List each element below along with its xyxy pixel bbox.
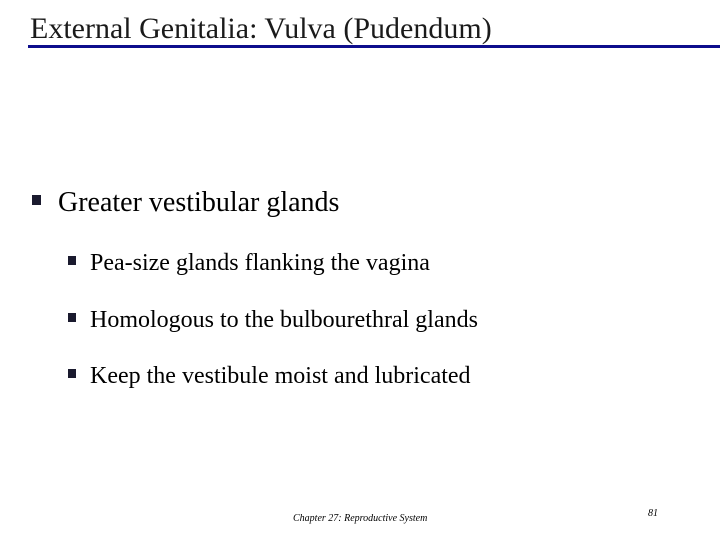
page-number: 81 [648,508,658,519]
title-underline [28,45,720,48]
sub-bullet-text: Homologous to the bulbourethral glands [90,307,478,333]
square-bullet-icon [32,195,41,205]
square-bullet-icon [68,313,76,322]
slide-title: External Genitalia: Vulva (Pudendum) [30,12,492,45]
bullet-item [32,185,339,221]
sub-bullet-item [68,305,478,335]
sub-bullet-item [68,361,471,391]
square-bullet-icon [68,369,76,378]
bullet-text: Greater vestibular glands [58,187,340,218]
sub-bullet-text: Pea-size glands flanking the vagina [90,250,430,276]
footer-chapter: Chapter 27: Reproductive System [293,513,428,524]
sub-bullet-item [68,248,430,278]
sub-bullet-text: Keep the vestibule moist and lubricated [90,363,471,389]
square-bullet-icon [68,256,76,265]
